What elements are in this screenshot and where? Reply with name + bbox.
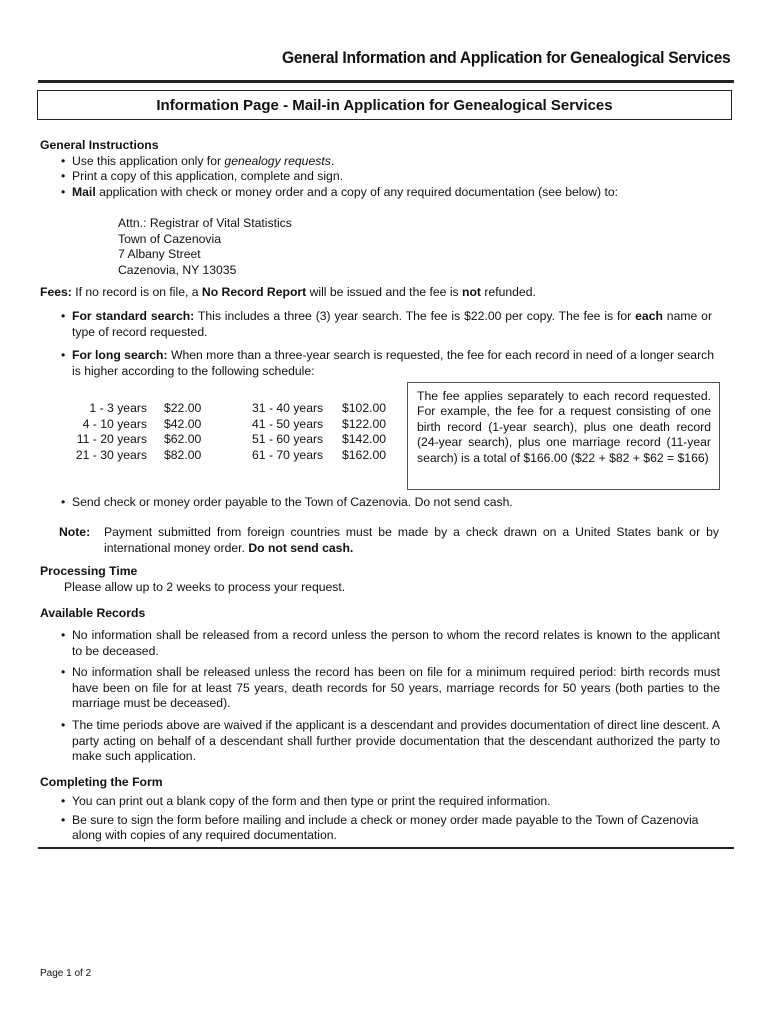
- document-title: General Information and Application for Genealogical Services: [281, 48, 730, 67]
- fee-cell: $62.00: [164, 432, 202, 447]
- address-line: 7 Albany Street: [118, 247, 201, 262]
- general-instructions-list: [56, 154, 720, 201]
- note-label: Note:: [59, 525, 91, 539]
- fee-cell: $122.00: [342, 416, 387, 431]
- text: .: [330, 153, 335, 168]
- text: No information shall be released unless the record has been on file for a minimum required period: birth records must have been on file for at least 75 years, death records for 50 years, marriage records for 50 years (both parties to the marriage must be deceased).: [72, 665, 720, 711]
- note-text: [104, 525, 719, 556]
- text: Be sure to sign the form before mailing and include a check or money order made payable to the Town of Cazenovia along with copies of any required documentation.: [72, 812, 699, 843]
- list-item: [56, 154, 720, 170]
- range-cell: 31 - 40 years: [252, 401, 324, 415]
- table-row: [70, 448, 201, 464]
- table-row: [70, 417, 201, 433]
- note-block: [59, 525, 719, 556]
- page-number: Page 1 of 2: [40, 968, 92, 979]
- list-item: [56, 718, 720, 765]
- send-payment-item: [56, 495, 716, 511]
- bold-text: For long search:: [72, 348, 168, 362]
- list-item: [56, 813, 720, 844]
- list-item: [56, 185, 720, 201]
- emphasis-text: genealogy requests: [224, 153, 331, 168]
- fee-example-box: The fee applies separately to each record requested. For example, the fee for a request consisting of one birth record (1-year search), plus one death record (24-year search), plus one marriage record (11-year search) is a total of $166.00 ($22 + $82 + $62 = $166): [407, 382, 720, 490]
- list-item: [56, 665, 720, 712]
- bold-text: Mail: [72, 184, 96, 199]
- fee-schedule-right: [252, 401, 386, 463]
- address-line: Attn.: Registrar of Vital Statistics: [118, 216, 292, 230]
- bottom-rule: [38, 847, 734, 849]
- top-rule: [38, 80, 734, 83]
- fees-label: Fees:: [40, 285, 72, 299]
- text: Print a copy of this application, complete and sign.: [72, 169, 343, 184]
- range-cell: 61 - 70 years: [252, 447, 324, 462]
- bold-text: Do not send cash.: [248, 540, 354, 555]
- range-cell: 1 - 3 years: [89, 401, 147, 415]
- address-line: Cazenovia, NY 13035: [118, 262, 237, 277]
- list-item: [56, 169, 720, 185]
- fee-cell: $102.00: [342, 401, 387, 415]
- text: name or type of record requested.: [72, 309, 713, 339]
- fees-paragraph: [40, 285, 730, 301]
- long-search-item: [56, 348, 714, 379]
- list-item: [56, 794, 720, 810]
- fee-schedule-left: [70, 401, 201, 463]
- text: Send check or money order payable to the Town of Cazenovia. Do not send cash.: [72, 495, 513, 509]
- processing-heading: Processing Time: [40, 564, 138, 578]
- table-row: [252, 448, 386, 464]
- available-records-heading: Available Records: [40, 606, 146, 620]
- completing-form-list: [56, 794, 720, 844]
- completing-form-heading: Completing the Form: [40, 775, 163, 789]
- table-row: [252, 417, 386, 433]
- processing-text: Please allow up to 2 weeks to process your request.: [64, 580, 346, 594]
- address-line: Town of Cazenovia: [118, 231, 221, 246]
- fee-cell: $82.00: [164, 447, 202, 462]
- text: When more than a three-year search is requested, the fee for each record in need of a longer search is higher according to the following schedule:: [72, 348, 714, 378]
- fee-cell: $142.00: [342, 432, 387, 447]
- list-item: [56, 495, 716, 511]
- list-item: [56, 348, 714, 379]
- mailing-address: [118, 216, 292, 278]
- table-row: [252, 401, 386, 417]
- general-instructions-heading: General Instructions: [40, 138, 159, 152]
- table-row: [252, 432, 386, 448]
- available-records-list: [56, 628, 720, 765]
- range-cell: 51 - 60 years: [252, 432, 324, 447]
- range-cell: 21 - 30 years: [75, 447, 147, 462]
- bold-text: For standard search:: [72, 309, 195, 323]
- text: This includes a three (3) year search. The fee is $22.00 per copy. The fee is for: [194, 309, 636, 323]
- text: application with check or money order and a copy of any required documentation (see below) to:: [95, 184, 619, 199]
- bold-text: No Record Report: [201, 285, 307, 299]
- text: will be issued and the fee is: [306, 285, 463, 299]
- info-page-title: Information Page - Mail-in Application for Genealogical Services: [37, 90, 732, 120]
- list-item: [56, 628, 720, 659]
- range-cell: 4 - 10 years: [82, 416, 147, 431]
- table-row: [70, 401, 201, 417]
- text: No information shall be released from a record unless the person to whom the record relates is known to the applicant to be deceased.: [72, 628, 720, 658]
- fee-cell: $22.00: [164, 401, 202, 415]
- text: Use this application only for: [72, 153, 225, 168]
- text: You can print out a blank copy of the form and then type or print the required information.: [72, 794, 551, 808]
- text: If no record is on file, a: [71, 285, 202, 299]
- text: Payment submitted from foreign countries must be made by a check drawn on a United States bank or by international money order.: [104, 525, 719, 555]
- list-item: [56, 309, 712, 340]
- standard-search-item: [56, 309, 712, 340]
- text: refunded.: [480, 285, 536, 299]
- bold-text: each: [635, 309, 663, 323]
- bold-text: not: [462, 285, 481, 299]
- range-cell: 41 - 50 years: [252, 416, 324, 431]
- fee-cell: $42.00: [164, 416, 202, 431]
- range-cell: 11 - 20 years: [76, 432, 147, 447]
- general-instructions-section: [40, 138, 720, 200]
- text: The time periods above are waived if the applicant is a descendant and provides documentation of direct line descent. A party acting on behalf of a descendant shall further provide documentation that the descendant authorized the party to make such application.: [72, 717, 720, 764]
- table-row: [70, 432, 201, 448]
- fee-cell: $162.00: [342, 447, 387, 462]
